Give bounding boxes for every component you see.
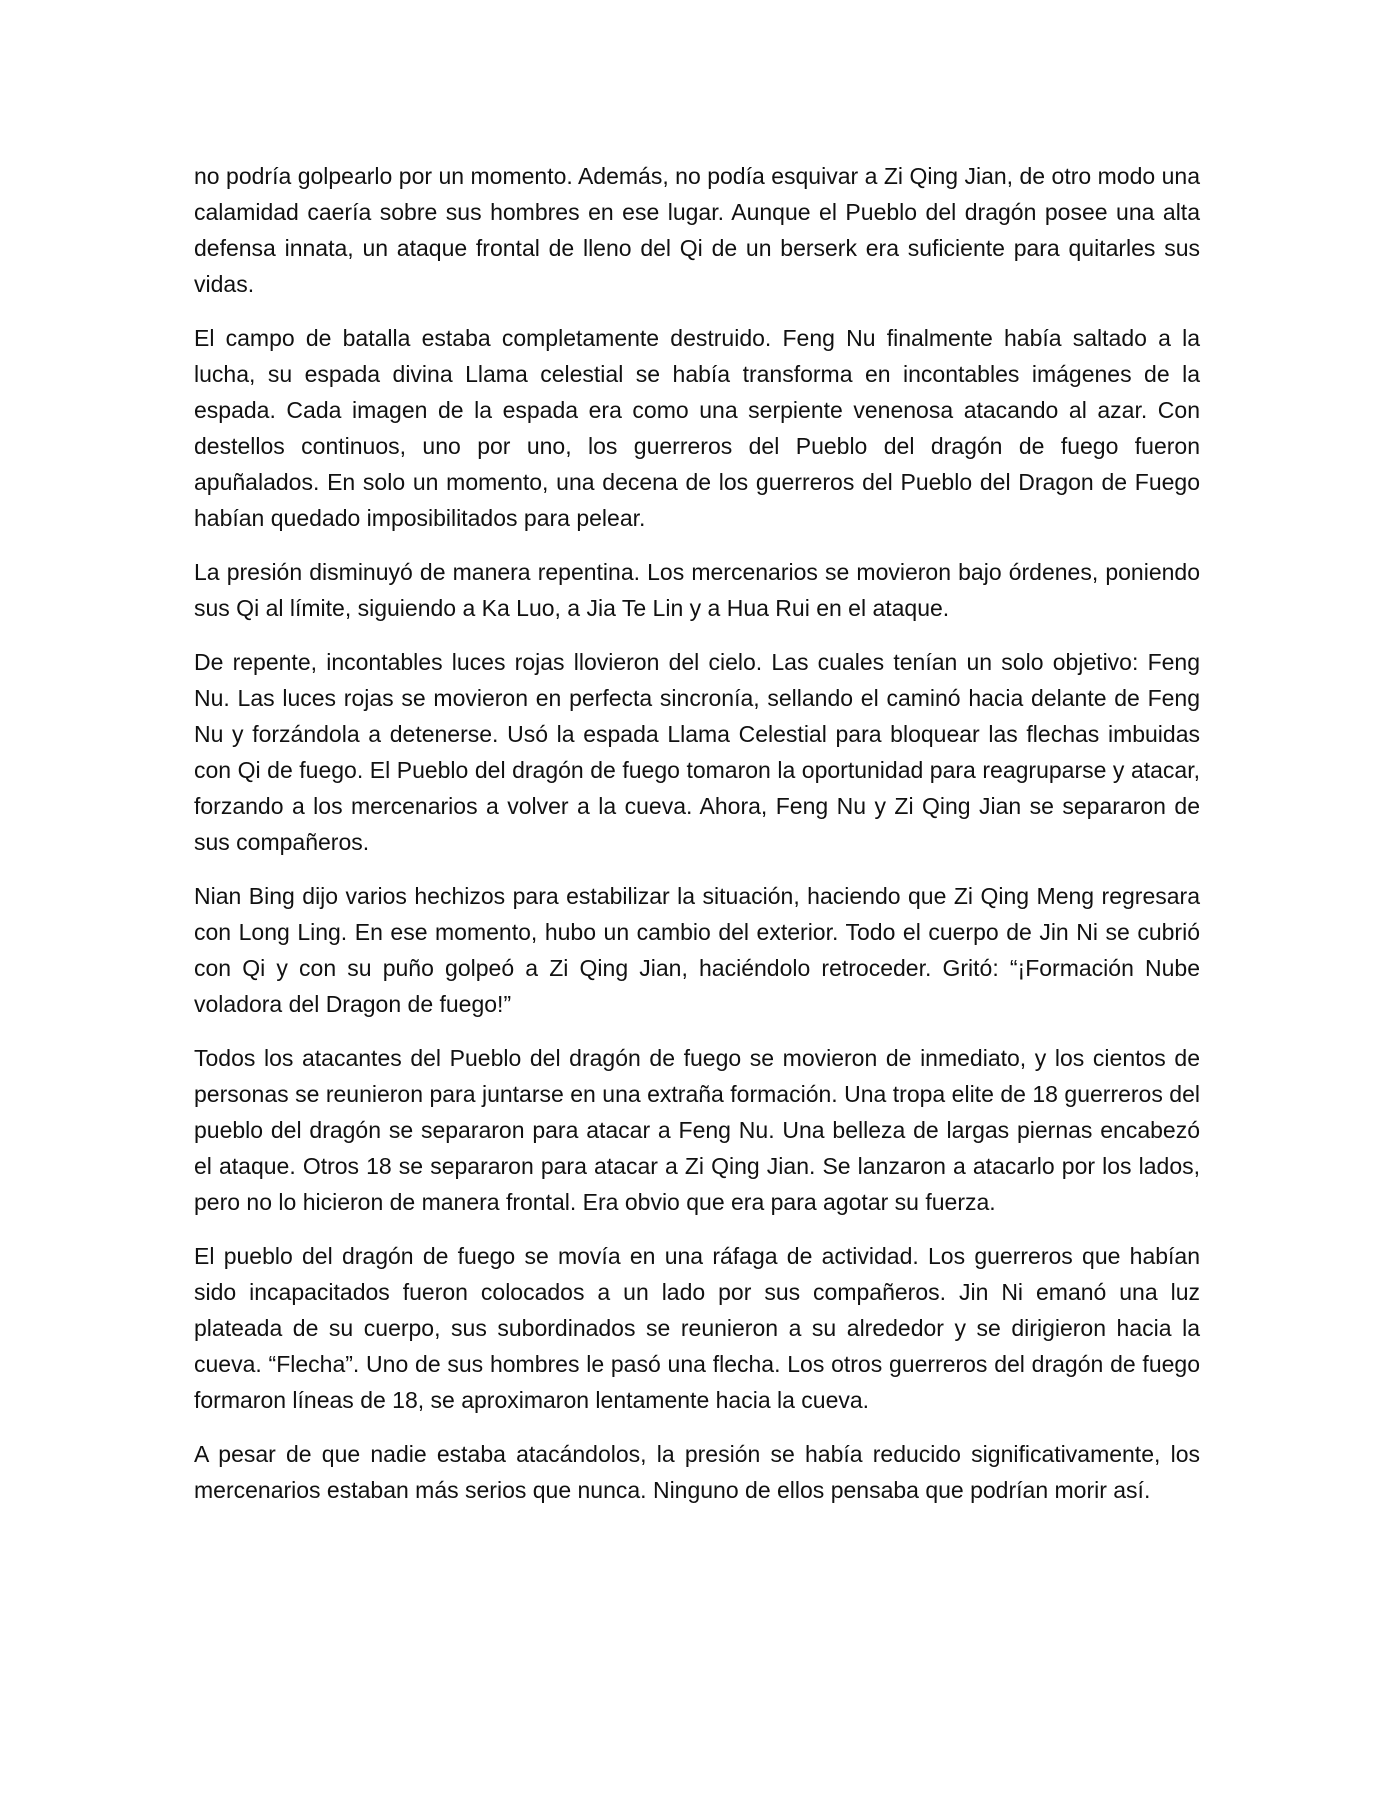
document-body (194, 158, 1200, 1526)
paragraph-1: no podría golpearlo por un momento. Además, no podía esquivar a Zi Qing Jian, de otro modo una calamidad caería sobre sus hombres en ese lugar. Aunque el Pueblo del dragón posee una alta defensa innata, un ataque frontal de lleno del Qi de un berserk era suficiente para quitarles sus vidas. (194, 163, 1200, 297)
paragraph-8: A pesar de que nadie estaba atacándolos, la presión se había reducido significativamente, los mercenarios estaban más serios que nunca. Ninguno de ellos pensaba que podrían morir así. (194, 1441, 1200, 1503)
paragraph-5: Nian Bing dijo varios hechizos para estabilizar la situación, haciendo que Zi Qing Meng regresara con Long Ling. En ese momento, hubo un cambio del exterior. Todo el cuerpo de Jin Ni se cubrió con Qi y con su puño golpeó a Zi Qing Jian, haciéndolo retroceder. Gritó: “¡Formación Nube voladora del Dragon de fuego!” (194, 883, 1200, 1017)
paragraph-4: De repente, incontables luces rojas llovieron del cielo. Las cuales tenían un solo objetivo: Feng Nu. Las luces rojas se movieron en perfecta sincronía, sellando el caminó hacia delante de Feng Nu y forzándola a detenerse. Usó la espada Llama Celestial para bloquear las flechas imbuidas con Qi de fuego. El Pueblo del dragón de fuego tomaron la oportunidad para reagruparse y atacar, forzando a los mercenarios a volver a la cueva. Ahora, Feng Nu y Zi Qing Jian se separaron de sus compañeros. (194, 649, 1200, 855)
paragraph-3: La presión disminuyó de manera repentina. Los mercenarios se movieron bajo órdenes, poniendo sus Qi al límite, siguiendo a Ka Luo, a Jia Te Lin y a Hua Rui en el ataque. (194, 559, 1200, 621)
paragraph-2: El campo de batalla estaba completamente destruido. Feng Nu finalmente había saltado a la lucha, su espada divina Llama celestial se había transforma en incontables imágenes de la espada. Cada imagen de la espada era como una serpiente venenosa atacando al azar. Con destellos continuos, uno por uno, los guerreros del Pueblo del dragón de fuego fueron apuñalados. En solo un momento, una decena de los guerreros del Pueblo del Dragon de Fuego habían quedado imposibilitados para pelear. (194, 325, 1200, 531)
paragraph-6: Todos los atacantes del Pueblo del dragón de fuego se movieron de inmediato, y los cientos de personas se reunieron para juntarse en una extraña formación. Una tropa elite de 18 guerreros del pueblo del dragón se separaron para atacar a Feng Nu. Una belleza de largas piernas encabezó el ataque. Otros 18 se separaron para atacar a Zi Qing Jian. Se lanzaron a atacarlo por los lados, pero no lo hicieron de manera frontal. Era obvio que era para agotar su fuerza. (194, 1045, 1200, 1215)
paragraph-7: El pueblo del dragón de fuego se movía en una ráfaga de actividad. Los guerreros que habían sido incapacitados fueron colocados a un lado por sus compañeros. Jin Ni emanó una luz plateada de su cuerpo, sus subordinados se reunieron a su alrededor y se dirigieron hacia la cueva. “Flecha”. Uno de sus hombres le pasó una flecha. Los otros guerreros del dragón de fuego formaron líneas de 18, se aproximaron lentamente hacia la cueva. (194, 1243, 1200, 1413)
